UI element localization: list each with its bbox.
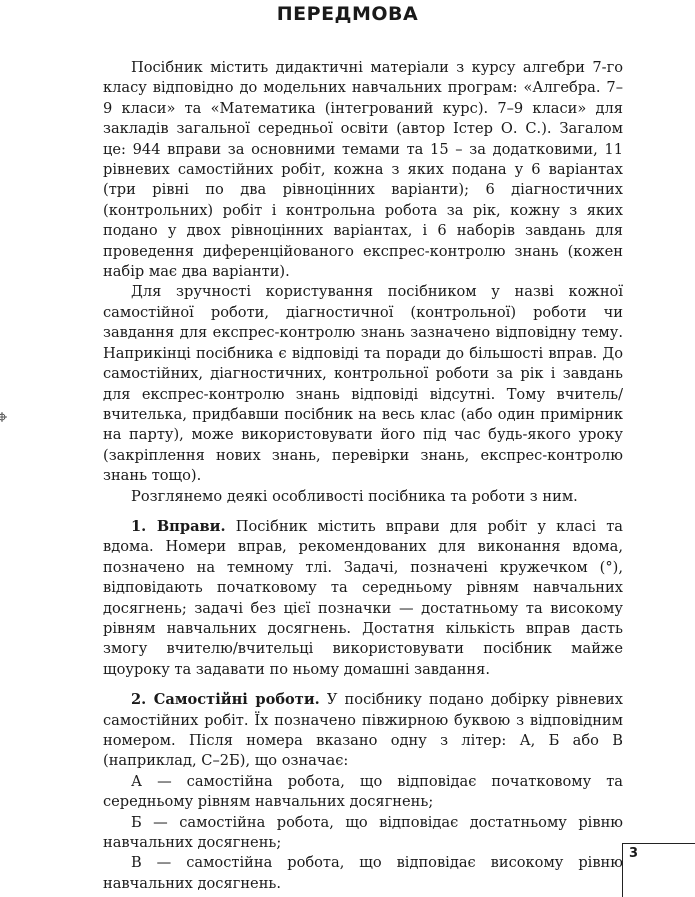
- paragraph-text: У посібнику подано добірку рівневих самостійних робіт. Їх позначено півжирною буквою з відповідним номером. Після номера вказано одну з літер: А, Б або В (наприклад, С–2Б), що означає:: [103, 691, 623, 770]
- paragraph-text: Б — самостійна робота, що відповідає достатньому рівню навчальних досягнень;: [103, 813, 623, 852]
- paragraph-level-b: [103, 813, 623, 854]
- paragraph-text: Посібник містить вправи для робіт у класі та вдома. Номери вправ, рекомендованих для виконання вдома, позначено на темному тлі. Задачі, позначені кружечком (°), відповідають початковому та середньому рівням навчальних досягнень; задачі без цієї позначки — достатньому та високому рівням навчальних досягнень. Достатня кількість вправ дасть змогу вчителю/вчительці використовувати посібник майже щоуроку та задавати по ньому домашні завдання.: [103, 517, 623, 678]
- paragraph-text: Для зручності користування посібником у назві кожної самостійної роботи, діагностичної (контрольної) роботи чи завдання для експрес-контролю знань зазначено відповідну тему. Наприкінці посібника є відповіді та поради до більшості вправ. До самостійних, діагностичних, контрольної роботи за рік і завдань для експрес-контролю знань відповіді відсутні. Тому вчитель/вчителька, придбавши посібник на весь клас (або один примірник на парту), може використовувати його під час будь-якого уроку (закріплення нових знань, перевірки знань, експрес-контролю знань тощо).: [103, 283, 623, 485]
- page-number: 3: [629, 846, 639, 861]
- paragraph-usage: [103, 282, 623, 486]
- paragraph-text: Розглянемо деякі особливості посібника та роботи з ним.: [131, 487, 578, 505]
- paragraph-text: Посібник містить дидактичні матеріали з курсу алгебри 7-го класу відповідно до модельних навчальних програм: «Алгебра. 7–9 класи» та «Математика (інтегрований курс). 7–9 класи» для закладів загальної середньої освіти (автор Істер О. С.). Загалом це: 944 вправи за основними темами та 15 – за додатковими, 11 рівневих самостійних робіт, кожна з яких подана у 6 варіантах (три рівні по два рівноцінних варіанти); 6 діагностичних (контрольних) робіт і контрольна робота за рік, кожну з яких подано у двох рівноцінних варіантах, і 6 наборів завдань для проведення диференційованого експрес-контролю знань (кожен набір має два варіанти).: [103, 59, 623, 281]
- page-number-box: [622, 843, 695, 897]
- paragraph-intro: [103, 58, 623, 282]
- preface-body: [103, 58, 623, 894]
- paragraph-text: В — самостійна робота, що відповідає високому рівню навчальних досягнень.: [103, 854, 623, 892]
- paragraph-level-c: [103, 853, 623, 894]
- paragraph-features: [103, 487, 623, 507]
- paragraph-level-a: [103, 772, 623, 813]
- paragraph-lead: 1. Вправи.: [131, 517, 226, 535]
- paragraph-text: А — самостійна робота, що відповідає початковому та середньому рівням навчальних досягнень;: [103, 772, 623, 811]
- paragraph-exercises: [103, 517, 623, 680]
- registration-mark-icon: [0, 412, 7, 422]
- page-title: ПЕРЕДМОВА: [276, 3, 419, 25]
- paragraph-independent-works: [103, 690, 623, 772]
- paragraph-lead: 2. Самостійні роботи.: [131, 691, 320, 709]
